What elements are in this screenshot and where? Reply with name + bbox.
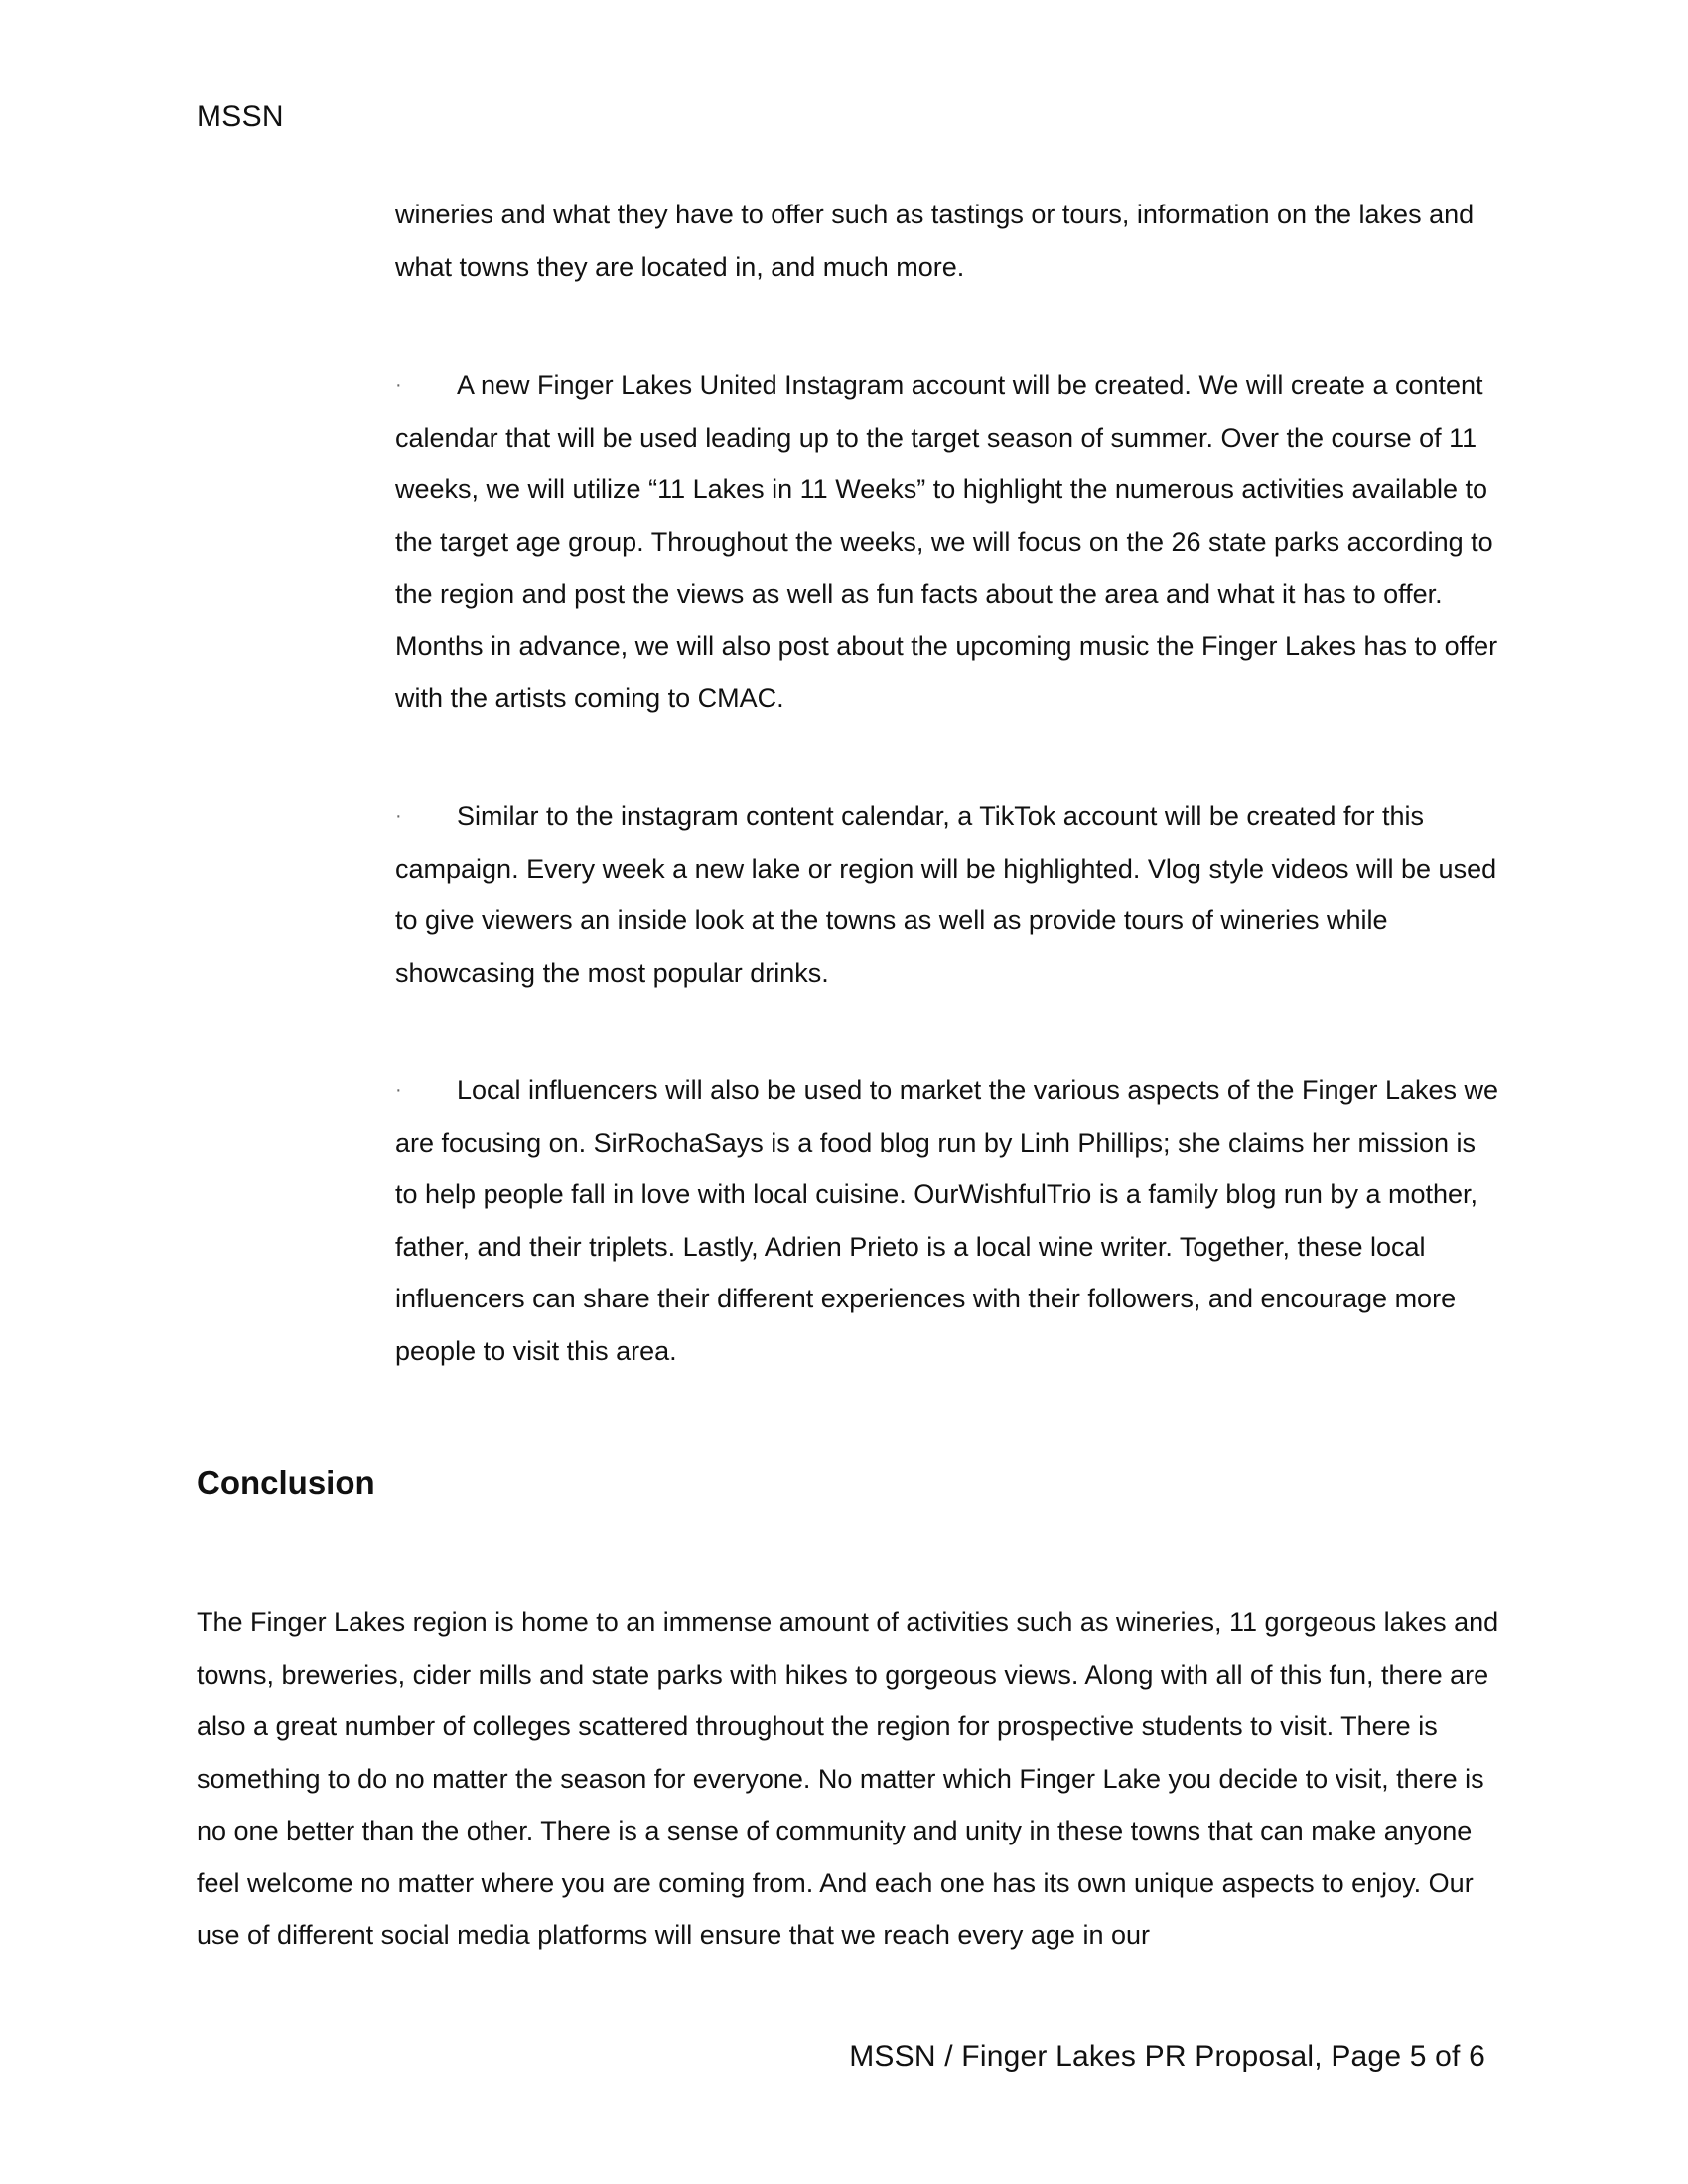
bullet-marker: · — [395, 374, 402, 396]
bullet-text: A new Finger Lakes United Instagram account will be created. We will create a content calendar that will be used leading up to the target season of summer. Over the course of 11 weeks, we will utilize “11 Lakes in 11 Weeks” to highlight the numerous activities available to the target age group. Throughout the weeks, we will focus on the 26 state parks according to the region and post the views as well as fun facts about the area and what it has to offer. Months in advance, we will also post about the upcoming music the Finger Lakes has to offer with the artists coming to CMAC. — [395, 370, 1498, 713]
bullet-item-influencers — [395, 1064, 1503, 1377]
bullet-text: Similar to the instagram content calendar, a TikTok account will be created for this campaign. Every week a new lake or region will be highlighted. Vlog style videos will be used to give viewers an inside look at the towns as well as provide tours of wineries while showcasing the most popular drinks. — [395, 801, 1497, 988]
bullet-item-tiktok — [395, 790, 1503, 999]
continuation-paragraph: wineries and what they have to offer such as tastings or tours, information on the lakes and what towns they are located in, and much more. — [395, 200, 1475, 282]
bullet-item-instagram — [395, 359, 1503, 725]
conclusion-paragraph: The Finger Lakes region is home to an immense amount of activities such as wineries, 11 gorgeous lakes and towns, breweries, cider mills and state parks with hikes to gorgeous views. Along with all of this fun, there are also a great number of colleges scattered throughout the region for prospective students to visit. There is something to do no matter the season for everyone. No matter which Finger Lake you decide to visit, there is no one better than the other. There is a sense of community and unity in these towns that can make anyone feel welcome no matter where you are coming from. And each one has its own unique aspects to enjoy. Our use of different social media platforms will ensure that we reach every age in our — [197, 1607, 1499, 1950]
section-heading: Conclusion — [197, 1464, 375, 1501]
bullet-marker: · — [395, 805, 402, 827]
page-footer: MSSN / Finger Lakes PR Proposal, Page 5 of 6 — [849, 2040, 1485, 2073]
bullet-text: Local influencers will also be used to market the various aspects of the Finger Lakes we are focusing on. SirRochaSays is a food blog run by Linh Phillips; she claims her mission is to help people fall in love with local cuisine. OurWishfulTrio is a family blog run by a mother, father, and their triplets. Lastly, Adrien Prieto is a local wine writer. Together, these local influencers can share their different experiences with their followers, and encourage more people to visit this area. — [395, 1075, 1499, 1366]
bullet-marker: · — [395, 1079, 402, 1101]
page-header: MSSN — [197, 100, 284, 133]
